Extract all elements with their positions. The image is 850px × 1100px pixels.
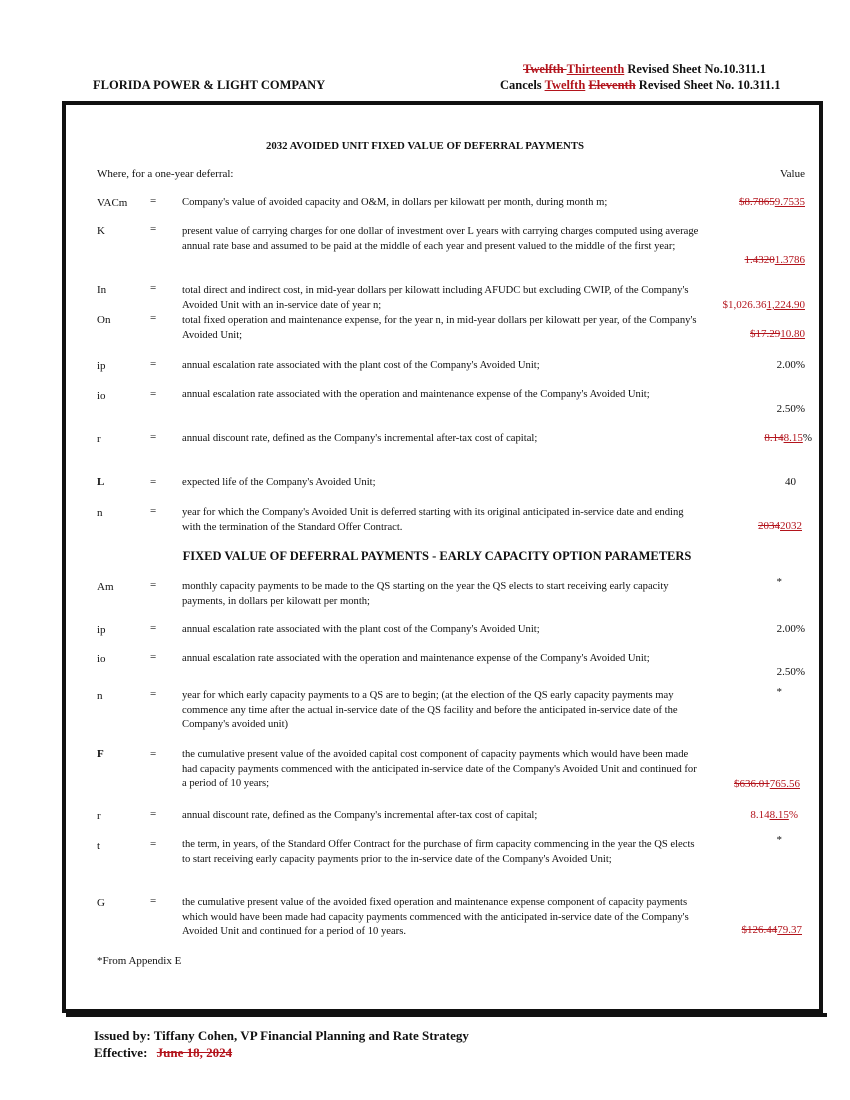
ip2-desc: annual escalation rate associated with the plant cost of the Company's Avoided Unit; bbox=[182, 624, 540, 635]
am-eq: = bbox=[150, 579, 157, 591]
sheet-number bbox=[523, 62, 766, 77]
k-eq: = bbox=[150, 223, 157, 235]
in-desc: total direct and indirect cost, in mid-year dollars per kilowatt including AFUDC but excluding CWIP, of the Company's Avoided Unit with an in-service date of year n; bbox=[182, 285, 689, 311]
n-symbol: n bbox=[97, 507, 103, 519]
cancels-sheet bbox=[500, 78, 780, 93]
on-desc: total fixed operation and maintenance expense, for the year n, in mid-year dollars per kilowatt per year, of the Company's Avoided Unit; bbox=[182, 315, 697, 341]
r2-value bbox=[750, 809, 798, 821]
F-eq: = bbox=[150, 748, 157, 760]
in-new-value: 1,224.90 bbox=[766, 299, 805, 311]
ip-eq: = bbox=[150, 358, 157, 370]
k-desc: present value of carrying charges for one dollar of investment over L years with carrying charges computed using average annual rate base and assumed to be paid at the middle of each year and present valued to the middle of the first year; bbox=[182, 226, 699, 252]
k-new-value: 1.3786 bbox=[774, 254, 805, 266]
io2-desc: annual escalation rate associated with the operation and maintenance expense of the Company's Avoided Unit; bbox=[182, 653, 650, 664]
io-symbol: io bbox=[97, 390, 106, 402]
ip-desc: annual escalation rate associated with the plant cost of the Company's Avoided Unit; bbox=[182, 360, 540, 371]
ip-symbol: ip bbox=[97, 360, 106, 372]
k-old-value: 1.4320 bbox=[744, 254, 775, 266]
cancels-prefix: Cancels bbox=[500, 78, 545, 92]
ip2-value: 2.00% bbox=[776, 623, 805, 635]
G-desc: the cumulative present value of the avoided fixed operation and maintenance expense component of capacity payments which would have been made had capacity payments commenced with the anticipated in-service date of the Company's Avoided Unit and continued for a period of 10 years. bbox=[182, 897, 689, 937]
vac-new-value: 9.7535 bbox=[774, 196, 805, 208]
L-desc: expected life of the Company's Avoided Unit; bbox=[182, 477, 376, 488]
io2-symbol: io bbox=[97, 653, 106, 665]
k-value bbox=[745, 254, 806, 266]
am-value: * bbox=[776, 576, 782, 588]
on-value bbox=[750, 328, 805, 340]
io2-eq: = bbox=[150, 651, 157, 663]
on-old-value: $17.29 bbox=[750, 328, 781, 340]
G-value bbox=[742, 924, 803, 936]
k-symbol: K bbox=[97, 225, 105, 237]
r-symbol: r bbox=[97, 433, 101, 445]
F-new-value: 765.56 bbox=[769, 778, 800, 790]
n-value bbox=[758, 520, 802, 532]
G-eq: = bbox=[150, 895, 157, 907]
n-new-value: 2032 bbox=[780, 520, 802, 532]
sheet-struck-text: Twelfth bbox=[523, 62, 567, 76]
vac-old-value: $8.7865 bbox=[739, 196, 775, 208]
cancels-rest: Revised Sheet No. 10.311.1 bbox=[635, 78, 781, 92]
n2-eq: = bbox=[150, 688, 157, 700]
intro-text: Where, for a one-year deferral: bbox=[97, 168, 234, 180]
G-old-value: $126.44 bbox=[741, 924, 778, 936]
r2-prefix-value: 8.14 bbox=[750, 809, 770, 821]
effective-label: Effective: bbox=[94, 1045, 148, 1060]
io-desc: annual escalation rate associated with the operation and maintenance expense of the Company's Avoided Unit; bbox=[182, 389, 650, 400]
r2-symbol: r bbox=[97, 810, 101, 822]
F-value bbox=[734, 778, 800, 790]
issued-by: Issued by: Tiffany Cohen, VP Financial Planning and Rate Strategy bbox=[94, 1028, 469, 1043]
n2-desc: year for which early capacity payments to a QS are to begin; (at the election of the QS early capacity payments may commence any time after the actual in-service date of the QS facility and before the anticipated in-service date of the Company's avoided unit) bbox=[182, 690, 678, 730]
value-header: Value bbox=[779, 168, 805, 180]
G-symbol: G bbox=[97, 897, 105, 909]
G-new-value: 79.37 bbox=[777, 924, 802, 936]
in-prefix-value: $1,026.36 bbox=[722, 299, 767, 311]
ip2-symbol: ip bbox=[97, 624, 106, 636]
L-symbol: L bbox=[97, 476, 105, 488]
n-old-value: 2034 bbox=[758, 520, 780, 532]
n2-value: * bbox=[776, 686, 782, 698]
section2-title: FIXED VALUE OF DEFERRAL PAYMENTS - EARLY CAPACITY OPTION PARAMETERS bbox=[182, 549, 692, 563]
on-eq: = bbox=[150, 312, 157, 324]
in-symbol: In bbox=[97, 284, 107, 296]
in-eq: = bbox=[150, 282, 157, 294]
am-desc: monthly capacity payments to be made to the QS starting on the year the QS elects to start receiving early capacity payments, in dollars per kilowatt per month; bbox=[182, 581, 669, 607]
section1-title: 2032 AVOIDED UNIT FIXED VALUE OF DEFERRAL PAYMENTS bbox=[265, 140, 585, 152]
cancels-struck-text: Eleventh bbox=[588, 78, 636, 92]
vac-eq: = bbox=[150, 195, 157, 207]
on-symbol: On bbox=[97, 314, 111, 326]
r-value bbox=[764, 432, 812, 444]
vac-desc: Company's value of avoided capacity and O&M, in dollars per kilowatt per month, during month m; bbox=[182, 197, 608, 208]
footnote: *From Appendix E bbox=[97, 955, 182, 967]
r-old-value: 8.14 bbox=[764, 432, 784, 444]
ip2-eq: = bbox=[150, 622, 157, 634]
F-symbol: F bbox=[97, 748, 104, 760]
t-symbol: t bbox=[97, 840, 101, 852]
vac-symbol: VACm bbox=[97, 197, 128, 209]
company-name: FLORIDA POWER & LIGHT COMPANY bbox=[93, 78, 326, 92]
F-old-value: $636.01 bbox=[734, 778, 770, 790]
io2-value: 2.50% bbox=[776, 666, 805, 678]
cancels-inserted-text: Twelfth bbox=[544, 78, 586, 92]
r2-eq: = bbox=[150, 808, 157, 820]
r2-new-value: 8.15 bbox=[769, 809, 789, 821]
effective-date bbox=[94, 1045, 232, 1061]
effective-struck-date: June 18, 2024 bbox=[156, 1045, 233, 1060]
n-eq: = bbox=[150, 505, 157, 517]
F-desc: the cumulative present value of the avoided capital cost component of capacity payments which would have been made had capacity payments commenced with the anticipated in-service date of the Company's Avoided Unit and continued for a period of 10 years; bbox=[182, 749, 697, 789]
t-desc: the term, in years, of the Standard Offer Contract for the purchase of firm capacity commencing in the year the QS elects to start receiving early capacity payments prior to the in-service date of the Company's Avoided Unit; bbox=[182, 839, 695, 865]
n2-symbol: n bbox=[97, 690, 103, 702]
ip-value: 2.00% bbox=[776, 359, 805, 371]
r-suffix: % bbox=[802, 432, 812, 444]
io-value: 2.50% bbox=[776, 403, 805, 415]
r2-desc: annual discount rate, defined as the Company's incremental after-tax cost of capital; bbox=[182, 810, 538, 821]
in-value bbox=[723, 299, 806, 311]
frame-shadow bbox=[66, 1013, 827, 1017]
L-value: 40 bbox=[785, 476, 796, 488]
r-eq: = bbox=[150, 431, 157, 443]
t-eq: = bbox=[150, 838, 157, 850]
n-desc: year for which the Company's Avoided Unit is deferred starting with its original anticipated in-service date and ending with the termination of the Standard Offer Contract. bbox=[182, 507, 684, 533]
t-value: * bbox=[776, 834, 782, 846]
am-symbol: Am bbox=[97, 581, 114, 593]
r-desc: annual discount rate, defined as the Company's incremental after-tax cost of capital; bbox=[182, 433, 538, 444]
r2-suffix: % bbox=[788, 809, 798, 821]
sheet-inserted-text: Thirteenth bbox=[566, 62, 625, 76]
vac-value bbox=[739, 196, 805, 208]
r-new-value: 8.15 bbox=[783, 432, 803, 444]
on-new-value: 10.80 bbox=[780, 328, 805, 340]
sheet-rest-text: Revised Sheet No.10.311.1 bbox=[624, 62, 766, 76]
L-eq: = bbox=[150, 476, 157, 488]
io-eq: = bbox=[150, 388, 157, 400]
